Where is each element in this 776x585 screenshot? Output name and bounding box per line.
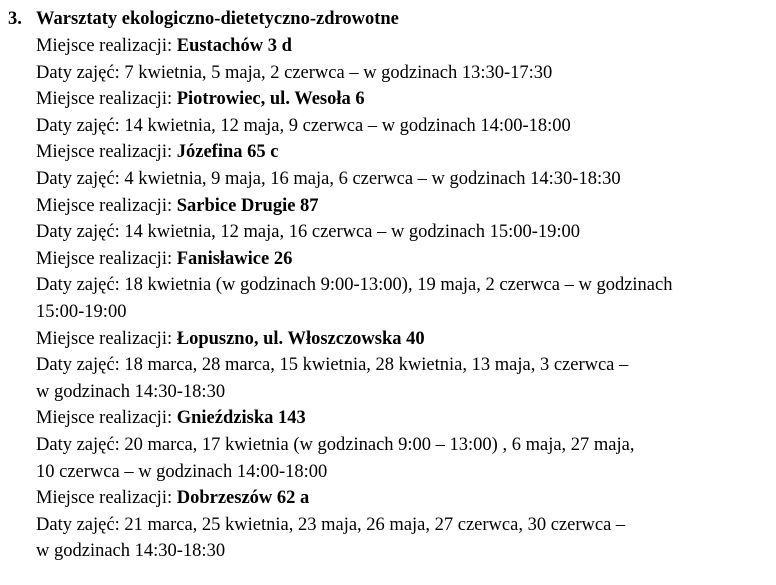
place-label: Miejsce realizacji: [36,142,173,163]
place-name: Sarbice Drugie 87 [176,195,319,216]
dates-text: w godzinach 14:30-18:30 [36,541,226,562]
place-name: Piotrowiec, ul. Wesoła 6 [176,89,365,110]
dates-text: 21 marca, 25 kwietnia, 23 maja, 26 maja, 27 czerwca, 30 czerwca – [124,514,626,535]
place-label: Miejsce realizacji: [36,408,173,429]
location-dates-line [0,512,776,539]
place-label: Miejsce realizacji: [36,248,173,269]
place-name: Eustachów 3 d [176,36,292,56]
location-place-line [0,485,776,512]
dates-text: 14 kwietnia, 12 maja, 9 czerwca – w godzinach 14:00-18:00 [124,115,571,136]
section-heading [0,6,776,33]
dates-text: 18 kwietnia (w godzinach 9:00-13:00), 19 maja, 2 czerwca – w godzinach [124,275,673,296]
dates-label: Daty zajęć: [36,115,120,136]
dates-label: Daty zajęć: [36,222,120,243]
dates-text: 15:00-19:00 [36,301,127,322]
location-dates-line [0,166,776,193]
dates-text: 18 marca, 28 marca, 15 kwietnia, 28 kwietnia, 13 maja, 3 czerwca – [124,355,629,376]
place-label: Miejsce realizacji: [36,195,173,216]
location-dates-continuation [0,299,776,326]
place-name: Józefina 65 c [176,142,279,163]
location-dates-continuation [0,459,776,486]
dates-text: 14 kwietnia, 12 maja, 16 czerwca – w godzinach 15:00-19:00 [124,222,581,243]
dates-label: Daty zajęć: [36,275,120,296]
section-number: 3. [8,9,22,29]
location-place-line [0,326,776,353]
dates-text: w godzinach 14:30-18:30 [36,381,226,402]
dates-text: 10 czerwca – w godzinach 14:00-18:00 [36,461,328,482]
place-name: Łopuszno, ul. Włoszczowska 40 [176,328,425,349]
location-dates-line [0,432,776,459]
location-place-line [0,33,776,60]
location-dates-line [0,113,776,140]
place-name: Dobrzeszów 62 a [176,488,310,509]
place-label: Miejsce realizacji: [36,36,173,56]
location-dates-line [0,352,776,379]
place-label: Miejsce realizacji: [36,328,173,349]
location-dates-line [0,219,776,246]
location-place-line [0,86,776,113]
dates-text: 7 kwietnia, 5 maja, 2 czerwca – w godzinach 13:30-17:30 [124,62,553,83]
dates-label: Daty zajęć: [36,434,120,455]
location-place-line [0,246,776,273]
dates-label: Daty zajęć: [36,62,120,83]
location-dates-line [0,60,776,87]
dates-label: Daty zajęć: [36,514,120,535]
dates-text: 20 marca, 17 kwietnia (w godzinach 9:00 – 13:00) , 6 maja, 27 maja, [124,434,635,455]
dates-label: Daty zajęć: [36,355,120,376]
location-place-line [0,193,776,220]
dates-text: 4 kwietnia, 9 maja, 16 maja, 6 czerwca – w godzinach 14:30-18:30 [124,168,621,189]
section-title: Warsztaty ekologiczno-dietetyczno-zdrowotne [36,9,399,29]
location-dates-continuation [0,379,776,406]
location-dates-continuation [0,538,776,565]
place-label: Miejsce realizacji: [36,488,173,509]
document [0,6,776,565]
place-name: Gnieździska 143 [176,408,306,429]
place-name: Fanisławice 26 [176,248,293,269]
location-place-line [0,405,776,432]
location-dates-line [0,272,776,299]
location-list [0,33,776,565]
location-place-line [0,139,776,166]
place-label: Miejsce realizacji: [36,89,173,110]
dates-label: Daty zajęć: [36,168,120,189]
